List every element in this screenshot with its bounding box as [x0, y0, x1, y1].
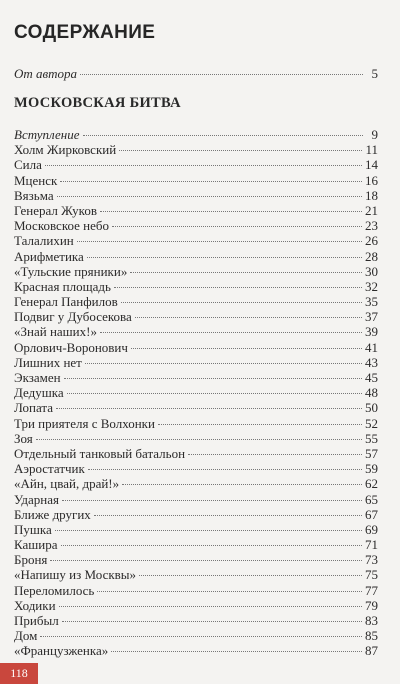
dot-leader	[97, 591, 362, 592]
toc-entry[interactable]	[14, 507, 378, 522]
dot-leader	[67, 393, 362, 394]
toc-entry-page: 69	[365, 521, 378, 537]
dot-leader	[88, 469, 362, 470]
toc-entry-title: Переломилось	[14, 582, 95, 598]
dot-leader	[57, 196, 362, 197]
toc-entry-page: 14	[365, 157, 378, 173]
toc-entry[interactable]	[14, 492, 378, 507]
dot-leader	[80, 74, 363, 75]
dot-leader	[56, 408, 362, 409]
toc-entry-title: Ударная	[14, 491, 59, 507]
toc-entry[interactable]	[14, 567, 378, 582]
toc-entry-page: 23	[365, 218, 378, 234]
dot-leader	[131, 348, 362, 349]
dot-leader	[61, 545, 362, 546]
dot-leader	[50, 560, 362, 561]
toc-entry-page: 11	[365, 142, 378, 158]
toc-entry-title: Прибыл	[14, 613, 59, 628]
toc-entry-page: 35	[365, 294, 378, 310]
toc-entry-title: «Айн, цвай, драй!»	[14, 476, 120, 492]
toc-entry-page: 9	[371, 127, 378, 142]
toc-entry[interactable]	[14, 522, 378, 537]
toc-entry-title: Подвиг у Дубосекова	[14, 309, 132, 325]
dot-leader	[62, 621, 362, 622]
toc-entry-title: Московское небо	[14, 218, 109, 234]
toc-entry-title: Дом	[14, 628, 38, 644]
dot-leader	[45, 165, 362, 166]
toc-entry[interactable]	[14, 218, 378, 233]
toc-entry-title: Дедушка	[14, 385, 64, 401]
toc-entry-page: 41	[365, 339, 378, 355]
toc-entry-title: Арифметика	[14, 248, 84, 264]
toc-entry[interactable]	[14, 355, 378, 370]
dot-leader	[100, 211, 362, 212]
toc-entry-title: «Напишу из Москвы»	[14, 567, 137, 583]
toc-entry[interactable]	[14, 446, 378, 461]
toc-entry[interactable]	[14, 188, 378, 203]
toc-entry-title: Вязьма	[14, 187, 54, 203]
toc-entry[interactable]	[14, 142, 378, 157]
toc-entry[interactable]	[14, 233, 378, 248]
toc-entry-title: Генерал Панфилов	[14, 294, 118, 310]
toc-entry-page: 85	[365, 628, 378, 644]
toc-entry[interactable]	[14, 370, 378, 385]
toc-entry-page: 67	[365, 506, 378, 522]
toc-entry[interactable]	[14, 309, 378, 324]
toc-entry[interactable]	[14, 552, 378, 567]
dot-leader	[139, 575, 362, 576]
toc-entry-title: Вступление	[14, 127, 80, 142]
toc-entry-page: 30	[365, 263, 378, 279]
toc-entry-title: Ближе других	[14, 506, 91, 522]
toc-entry[interactable]	[14, 643, 378, 658]
toc-entry-title: Талалихин	[14, 233, 74, 249]
toc-entry-page: 71	[365, 537, 378, 553]
dot-leader	[114, 287, 362, 288]
toc-entry[interactable]	[14, 476, 378, 491]
toc-entry-title: Пушка	[14, 521, 52, 537]
dot-leader	[188, 454, 362, 455]
toc-entry-page: 5	[371, 66, 378, 81]
toc-entry[interactable]	[14, 279, 378, 294]
dot-leader	[83, 135, 363, 136]
toc-entry-page: 87	[365, 643, 378, 659]
toc-entry[interactable]	[14, 157, 378, 172]
toc-entry-title: Ходики	[14, 597, 56, 613]
dot-leader	[135, 317, 362, 318]
toc-entry-title: Мценск	[14, 172, 58, 188]
dot-leader	[121, 302, 362, 303]
toc-entry[interactable]	[14, 264, 378, 279]
toc-entry[interactable]	[14, 127, 378, 142]
toc-entry-page: 77	[365, 582, 378, 598]
toc-entry-intro[interactable]	[14, 66, 378, 81]
toc-entry[interactable]	[14, 249, 378, 264]
dot-leader	[87, 257, 362, 258]
dot-leader	[94, 515, 362, 516]
toc-entry-page: 65	[365, 491, 378, 507]
toc-entry-title: Отдельный танковый батальон	[14, 445, 186, 461]
dot-leader	[59, 606, 362, 607]
toc-entry[interactable]	[14, 628, 378, 643]
toc-entry-page: 48	[365, 385, 378, 401]
toc-entry-page: 26	[365, 233, 378, 249]
toc-entry-title: Генерал Жуков	[14, 202, 97, 218]
dot-leader	[158, 424, 362, 425]
toc-entry-title: Броня	[14, 552, 48, 568]
dot-leader	[60, 181, 362, 182]
toc-entry[interactable]	[14, 598, 378, 613]
toc-entry-page: 62	[365, 476, 378, 492]
toc-entry-page: 32	[365, 278, 378, 294]
toc-entry-page: 16	[365, 172, 378, 188]
toc-entry[interactable]	[14, 173, 378, 188]
toc-entry-page: 45	[365, 370, 378, 385]
toc-entry-page: 18	[365, 187, 378, 203]
toc-entry[interactable]	[14, 385, 378, 400]
toc-entry-title: Экзамен	[14, 370, 61, 385]
dot-leader	[77, 241, 362, 242]
toc-entry-title: Три приятеля с Волхонки	[14, 415, 155, 431]
toc-entry[interactable]	[14, 203, 378, 218]
page-heading: СОДЕРЖАНИЕ	[14, 22, 156, 43]
toc-entry-page: 55	[365, 430, 378, 446]
dot-leader	[112, 226, 362, 227]
toc-entry-title: «Тульские пряники»	[14, 263, 128, 279]
dot-leader	[111, 651, 362, 652]
toc-entry[interactable]	[14, 416, 378, 431]
toc-entry-title: Орлович-Воронович	[14, 339, 128, 355]
toc-entry-page: 75	[365, 567, 378, 583]
toc-entry-title: Кашира	[14, 537, 58, 553]
toc-entry[interactable]	[14, 431, 378, 446]
toc-entry-title: Холм Жирковский	[14, 142, 117, 158]
toc-entry-title: Лопата	[14, 400, 53, 416]
dot-leader	[100, 332, 362, 333]
toc-entry[interactable]	[14, 294, 378, 309]
toc-entry-title: Сила	[14, 157, 42, 173]
section-title: МОСКОВСКАЯ БИТВА	[14, 95, 181, 111]
dot-leader	[122, 484, 362, 485]
toc-entry-page: 21	[365, 202, 378, 218]
toc-entry-page: 83	[365, 613, 378, 628]
toc-entry-title: «Французженка»	[14, 643, 109, 659]
toc-entry-title: Красная площадь	[14, 278, 111, 294]
toc-entry-title: От автора	[14, 66, 78, 81]
toc-entry[interactable]	[14, 537, 378, 552]
toc-entry-title: Аэростатчик	[14, 461, 85, 477]
toc-entry-page: 43	[365, 354, 378, 370]
toc-entry-title: «Знай наших!»	[14, 324, 97, 340]
toc-entry-title: Зоя	[14, 430, 33, 446]
toc-entry-page: 73	[365, 552, 378, 568]
page-number-badge: 118	[0, 663, 38, 684]
dot-leader	[62, 500, 362, 501]
toc-entry-page: 52	[365, 415, 378, 431]
toc-entry-title: Лишних нет	[14, 354, 82, 370]
dot-leader	[119, 150, 362, 151]
toc-entry[interactable]	[14, 340, 378, 355]
dot-leader	[130, 272, 362, 273]
toc-entry[interactable]	[14, 324, 378, 339]
dot-leader	[40, 636, 362, 637]
dot-leader	[36, 439, 362, 440]
toc-entry-page: 79	[365, 597, 378, 613]
toc-entry-page: 39	[365, 324, 378, 340]
toc-entry-page: 50	[365, 400, 378, 416]
toc-entry[interactable]	[14, 583, 378, 598]
dot-leader	[64, 378, 362, 379]
dot-leader	[55, 530, 362, 531]
toc-list	[14, 127, 378, 659]
toc-entry-page: 28	[365, 248, 378, 264]
dot-leader	[85, 363, 362, 364]
toc-entry[interactable]	[14, 400, 378, 415]
toc-entry[interactable]	[14, 461, 378, 476]
toc-entry[interactable]	[14, 613, 378, 628]
toc-entry-page: 57	[365, 445, 378, 461]
toc-entry-page: 37	[365, 309, 378, 325]
toc-entry-page: 59	[365, 461, 378, 477]
